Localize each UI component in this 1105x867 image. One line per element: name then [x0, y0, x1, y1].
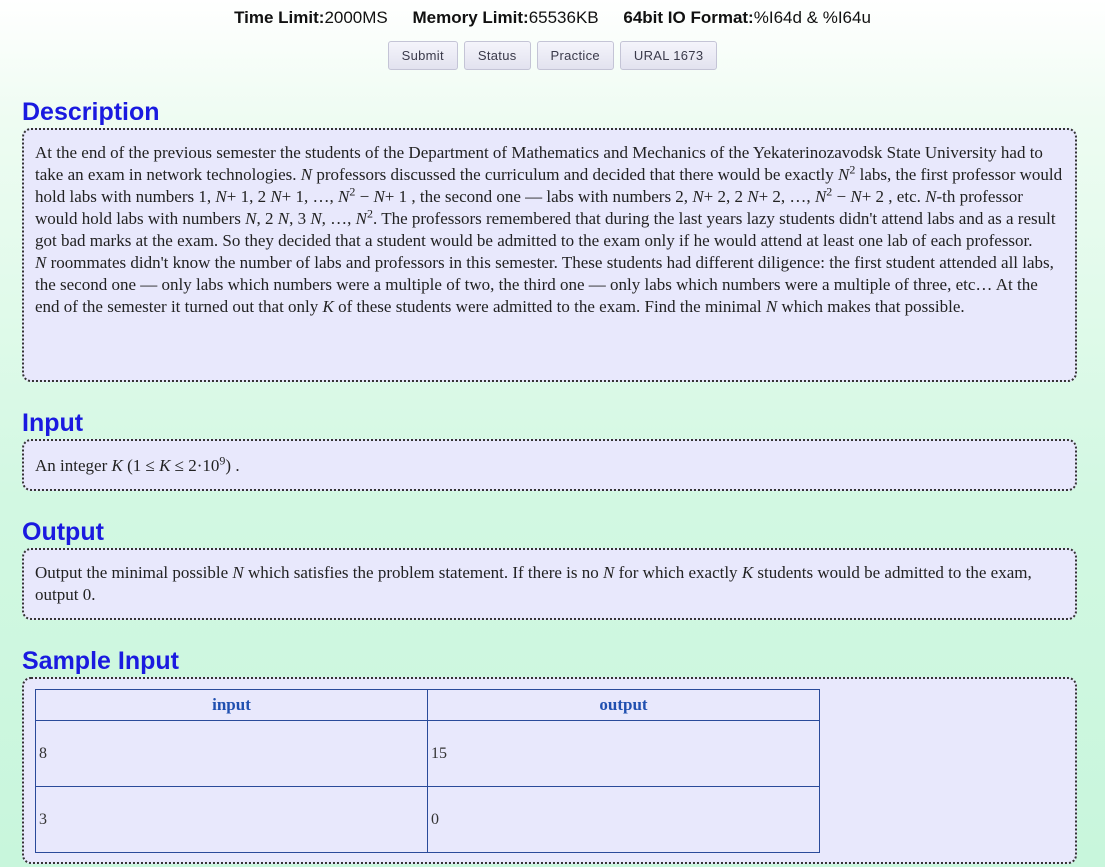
description-paragraph-1: At the end of the previous semester the students of the Department of Mathematics and Mechanics of the Yekaterinozavodsk State University had to take an exam in network technologies. N professors discussed the curriculum and decided that there would be exactly $N^2$ labs, the first professor would hold labs with numbers 1, N+ 1, 2 N+ 1, …, $N^2 - N+ 1$ , the second one — labs with numbers 2, N+ 2, 2 N+ 2, …, $N^2 - N+ 2$ , etc. N-th professor would hold labs with numbers N, 2 N, 3 N, …, $N^2$. The professors remembered that during the last years lazy students didn't attend labs and as a result got bad marks at the exam. So they decided that a student would be admitted to the exam only if he would attend at least one lab of each professor.: [35, 143, 1063, 250]
description-panel: [22, 128, 1077, 382]
output-title: Output: [22, 518, 104, 546]
sample-header-input: input: [36, 690, 428, 721]
sample-table: [35, 689, 820, 853]
status-button[interactable]: Status: [464, 41, 531, 70]
sample-input-title: Sample Input: [22, 647, 179, 675]
problem-limits: [0, 8, 1105, 28]
practice-button[interactable]: Practice: [537, 41, 614, 70]
problem-actions: [0, 41, 1105, 70]
sample-input-cell: 8: [36, 721, 428, 787]
io-format: 64bit IO Format:%I64d & %I64u: [623, 8, 871, 27]
table-row: [36, 787, 820, 853]
sample-input-cell: 3: [36, 787, 428, 853]
sample-output-cell: 15: [428, 721, 820, 787]
sample-table-header: [36, 690, 820, 721]
description-title: Description: [22, 98, 160, 126]
sample-header-output: output: [428, 690, 820, 721]
output-text: Output the minimal possible N which satisfies the problem statement. If there is no N for which exactly K students would be admitted to the exam, output 0.: [35, 563, 1032, 604]
output-panel: [22, 548, 1077, 620]
table-row: [36, 721, 820, 787]
sample-input-panel: [22, 677, 1077, 864]
memory-limit: Memory Limit:65536KB: [412, 8, 599, 27]
sample-output-cell: 0: [428, 787, 820, 853]
input-title: Input: [22, 409, 84, 437]
submit-button[interactable]: Submit: [388, 41, 458, 70]
input-text: An integer K $(1 \le K \le 2\cdot 10^9)$ .: [35, 453, 240, 475]
input-panel: [22, 439, 1077, 491]
source-button[interactable]: URAL 1673: [620, 41, 717, 70]
time-limit: Time Limit:2000MS: [234, 8, 388, 27]
description-paragraph-2: N roommates didn't know the number of labs and professors in this semester. These students had different diligence: the first student attended all labs, the second one — only labs which numbers were a multiple of two, the third one — only labs which numbers were a multiple of three, etc… At the end of the semester it turned out that only K of these students were admitted to the exam. Find the minimal N which makes that possible.: [35, 253, 1054, 316]
